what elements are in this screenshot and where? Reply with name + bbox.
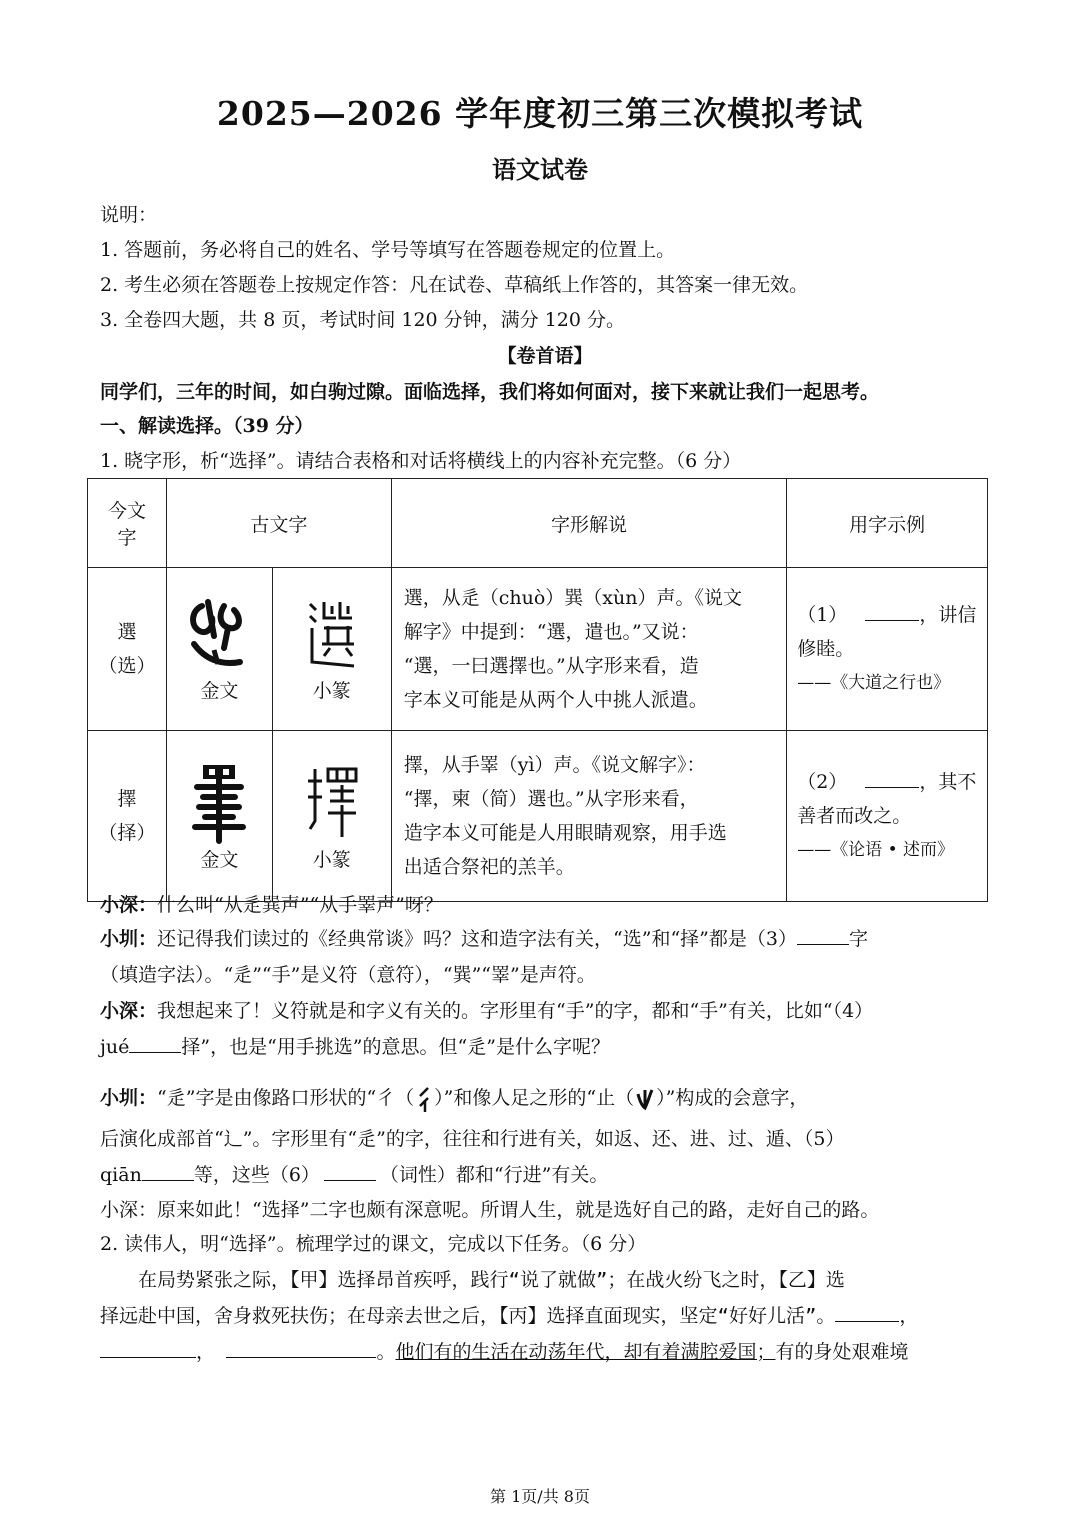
simplified-char: （选） [98, 655, 156, 677]
xiaozhuan-xuan-glyph [302, 596, 362, 676]
pinyin-text: jué [100, 1036, 130, 1058]
exam-subtitle: 语文试卷 [492, 155, 588, 184]
usage-text: ，其不 [919, 771, 977, 793]
dialogue-text: ）”构成的会意字， [656, 1087, 809, 1109]
speaker-label: 小深： [100, 894, 158, 916]
xiaozhuan-label: 小篆 [312, 848, 351, 871]
modern-char-cell [88, 568, 167, 731]
dialogue-text: （填造字法）。“辵”“手”是义符（意符），“巽”“睪”是声符。 [100, 964, 596, 986]
jinwen-cell [166, 568, 272, 731]
dialogue-text: （词性）都和“行进”有关。 [379, 1164, 609, 1186]
dialogue-text: 等，这些（6） [193, 1164, 320, 1186]
usage-text: ，讲信 [919, 604, 977, 626]
zhi-ancient-glyph [634, 1086, 656, 1112]
answer-blank-9[interactable] [226, 1337, 376, 1358]
dialogue-line [100, 888, 988, 922]
explanation-line: 字本义可能是从两个人中挑人派遣。 [403, 689, 708, 711]
explanation-line: “選，一曰選擇也。”从字形来看，造 [403, 655, 699, 677]
chi-ancient-glyph [414, 1086, 434, 1112]
xiaozhuan-ze-glyph [302, 761, 362, 845]
header-explain: 字形解说 [391, 479, 786, 568]
answer-blank-7[interactable] [835, 1301, 899, 1322]
dialogue-line [100, 1081, 988, 1115]
usage-number: （1） [797, 604, 848, 626]
explanation-cell [391, 731, 786, 902]
header-ancient: 古文字 [166, 479, 391, 568]
modern-char-cell [88, 731, 167, 902]
dialogue-text: 还记得我们读过的《经典常谈》吗？这和造字法有关，“选”和“择”都是（3） [157, 928, 797, 950]
page-number: 第 1页/共 8页 [490, 1487, 590, 1506]
explanation-line: “擇，柬（简）選也。”从字形来看， [403, 788, 699, 810]
dialogue-text: 什么叫“从辵巽声”“从手睪声”呀？ [157, 894, 443, 916]
jinwen-cell [166, 731, 272, 902]
modern-char: 擇 [117, 788, 137, 810]
explanation-line: 解字》中提到：“選，遣也。”又说： [403, 621, 699, 643]
header-modern [88, 479, 167, 568]
paragraph-text: 有的身处艰难境 [775, 1341, 909, 1363]
instruction-item: 1. 答题前，务必将自己的姓名、学号等填写在答题卷规定的位置上。 [100, 239, 676, 261]
question-2: 2. 读伟人，明“选择”。梳理学过的课文，完成以下任务。（6 分） [100, 1233, 647, 1255]
paragraph-line: 在局势紧张之际，【甲】选择昂首疾呼，践行“说了就做”；在战火纷飞之时，【乙】选 [138, 1269, 845, 1291]
header-modern-line1: 今文 [107, 500, 146, 522]
jinwen-xuan-glyph [184, 596, 254, 676]
jinwen-label: 金文 [200, 848, 239, 871]
speaker-label: 小圳： [100, 1087, 158, 1109]
explanation-line: 造字本义可能是人用眼睛观察，用手选 [403, 822, 727, 844]
usage-source: ——《论语 • 述而》 [797, 840, 955, 860]
paragraph-line: ， 。他们有的生活在动荡年代，却有着满腔爱国；有的身处艰难境 [100, 1334, 985, 1370]
section-heading: 一、解读选择。（39 分） [100, 415, 314, 437]
dialogue-text: “辵”字是由像路口形状的“彳（ [157, 1087, 415, 1109]
dialogue-line [100, 994, 988, 1028]
exam-title: 2025—2026 学年度初三第三次模拟考试 [216, 94, 864, 133]
usage-cell [787, 731, 988, 902]
simplified-char: （择） [98, 822, 156, 844]
usage-line2: 修睦。 [797, 638, 855, 660]
table-header-row [88, 479, 988, 568]
dialogue-text: 字 [848, 928, 868, 950]
explanation-line: 出适合祭祀的羔羊。 [403, 856, 575, 878]
speaker-label: 小圳： [100, 928, 158, 950]
header-modern-line2: 字 [117, 527, 137, 549]
paragraph-line: 择远赴中国，舍身救死扶伤；在母亲去世之后，【丙】选择直面现实，坚定“好好儿活”。 ， [100, 1298, 985, 1334]
pinyin-text: qiān [100, 1164, 142, 1186]
dialogue-text: 小深：原来如此！“选择”二字也颇有深意呢。所谓人生，就是选好自己的路，走好自己的路。 [100, 1199, 880, 1221]
dialogue-line [100, 1158, 988, 1192]
usage-number: （2） [797, 771, 848, 793]
explanation-line: 擇，从手睪（yì）声。《说文解字》： [403, 754, 706, 776]
instruction-item: 3. 全卷四大题，共 8 页，考试时间 120 分钟，满分 120 分。 [100, 309, 626, 331]
table-row [88, 568, 988, 731]
question-1: 1. 晓字形，析“选择”。请结合表格和对话将横线上的内容补充完整。（6 分） [100, 450, 742, 472]
table-row [88, 731, 988, 902]
header-usage: 用字示例 [787, 479, 988, 568]
dialogue-text: 我想起来了！义符就是和字义有关的。字形里有“手”的字，都和“手”有关，比如“（4） [157, 1000, 874, 1022]
paragraph-text: 择远赴中国，舍身救死扶伤；在母亲去世之后，【丙】选择直面现实，坚定“好好儿活”。 [100, 1305, 836, 1327]
usage-source: ——《大道之行也》 [797, 673, 951, 693]
usage-line [797, 765, 979, 799]
answer-blank-4[interactable] [129, 1032, 181, 1053]
xiaozhuan-label: 小篆 [312, 679, 351, 702]
modern-char: 選 [117, 621, 137, 643]
xiaozhuan-cell [272, 568, 391, 731]
dialogue-line [100, 1030, 988, 1064]
instruction-item: 2. 考生必须在答题卷上按规定作答：凡在试卷、草稿纸上作答的，其答案一律无效。 [100, 274, 809, 296]
answer-blank-5[interactable] [142, 1160, 194, 1181]
preface-text: 同学们，三年的时间，如白驹过隙。面临选择，我们将如何面对，接下来就让我们一起思考。 [100, 381, 880, 403]
explanation-cell [391, 568, 786, 731]
dialogue-text: ）”和像人足之形的“止（ [434, 1087, 635, 1109]
usage-line2: 善者而改之。 [797, 805, 912, 827]
answer-blank-2[interactable] [865, 767, 919, 788]
usage-cell [787, 568, 988, 731]
dialogue-line [100, 1193, 988, 1227]
dialogue-line [100, 1122, 988, 1156]
dialogue-text: 后演化成部首“辶”。字形里有“辵”的字，往往和行进有关，如返、还、进、过、遁、（5） [100, 1128, 845, 1150]
dialogue-text: 择”，也是“用手挑选”的意思。但“辵”是什么字呢？ [181, 1036, 610, 1058]
jinwen-label: 金文 [200, 679, 239, 702]
instructions-heading: 说明： [100, 204, 158, 226]
answer-blank-8[interactable] [100, 1337, 196, 1358]
character-table [87, 478, 988, 902]
answer-blank-6[interactable] [324, 1160, 376, 1181]
explanation-line: 選，从辵（chuò）巽（xùn）声。《说文 [403, 587, 742, 609]
xiaozhuan-cell [272, 731, 391, 902]
preface-heading: 【卷首语】 [497, 345, 593, 367]
answer-blank-1[interactable] [865, 600, 919, 621]
speaker-label: 小深： [100, 1000, 158, 1022]
underlined-text: 他们有的生活在动荡年代，却有着满腔爱国； [395, 1341, 776, 1363]
usage-line [797, 598, 979, 632]
jinwen-ze-glyph [189, 761, 249, 845]
dialogue-line [100, 922, 988, 956]
answer-blank-3[interactable] [797, 924, 849, 945]
dialogue-line [100, 958, 988, 992]
